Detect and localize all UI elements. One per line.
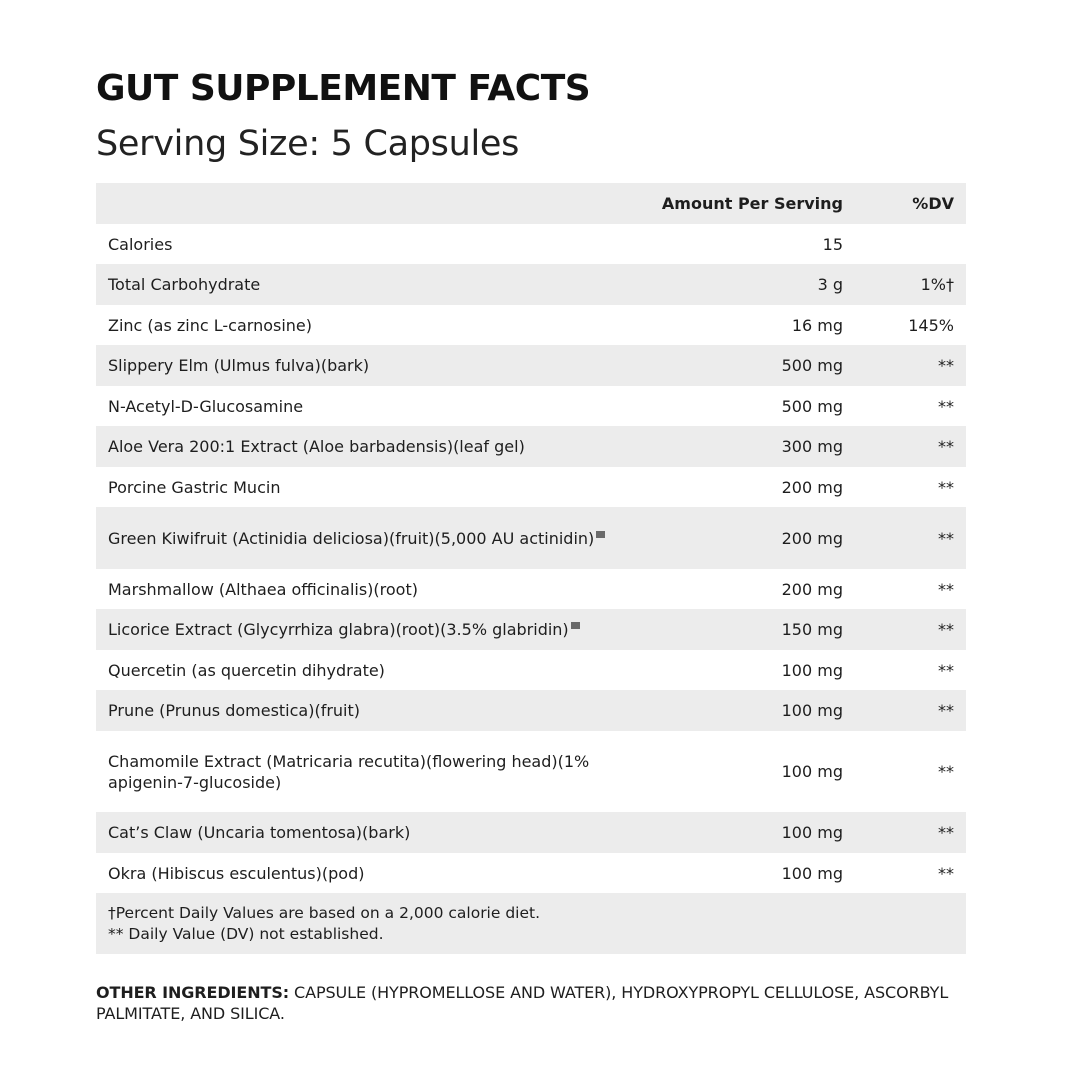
table-row [96, 264, 966, 305]
table-row [96, 731, 966, 812]
ingredient-dv: ** [938, 762, 954, 781]
table-row [96, 812, 966, 853]
table-header-row [96, 183, 966, 224]
ingredient-name: Quercetin (as quercetin dihydrate) [108, 660, 385, 680]
ingredient-dv: ** [938, 701, 954, 720]
other-ingredients-label: OTHER INGREDIENTS: [96, 983, 290, 1002]
ingredient-dv: ** [938, 396, 954, 416]
ingredient-name: Marshmallow (Althaea officinalis)(root) [108, 579, 418, 599]
header-dv: %DV [912, 194, 954, 213]
ingredient-name: Total Carbohydrate [108, 275, 261, 294]
ingredient-name-wrap [96, 619, 616, 640]
table-row [96, 690, 966, 731]
table-row [96, 426, 966, 467]
ingredient-name: Zinc (as zinc L-carnosine) [108, 315, 313, 335]
ingredient-dv: ** [938, 863, 954, 883]
serving-size: Serving Size: 5 Capsules [96, 124, 520, 164]
ingredient-name: Green Kiwifruit (Actinidia deliciosa)(fruit)(5,000 AU actinidin) [108, 528, 595, 548]
footnote-dv-basis: †Percent Daily Values are based on a 2,000 calorie diet. [108, 904, 541, 922]
header-amount: Amount Per Serving [661, 194, 843, 213]
ingredient-name: Porcine Gastric Mucin [108, 477, 281, 497]
facts-table [96, 183, 966, 954]
ingredient-amount: 15 [822, 234, 843, 254]
table-row [96, 609, 966, 650]
ingredient-amount: 100 mg [781, 863, 843, 883]
footnote-mark-icon [596, 531, 605, 538]
ingredient-amount: 300 mg [781, 437, 843, 456]
ingredient-dv: 1%† [920, 275, 954, 294]
other-ingredients [96, 982, 976, 1024]
table-row [96, 305, 966, 345]
ingredient-amount: 100 mg [781, 660, 843, 680]
ingredient-name-wrap [96, 528, 616, 549]
ingredient-dv: ** [938, 620, 954, 639]
table-row [96, 224, 966, 264]
ingredient-amount: 500 mg [781, 356, 843, 375]
ingredient-name: Prune (Prunus domestica)(fruit) [108, 701, 361, 720]
other-ingredients-text: CAPSULE (HYPROMELLOSE AND WATER), HYDROXYPROPYL CELLULOSE, ASCORBYL PALMITATE, AND SILICA. [96, 983, 949, 1023]
footnote-dv-not-established: ** Daily Value (DV) not established. [108, 925, 384, 943]
ingredient-name: Licorice Extract (Glycyrrhiza glabra)(root)(3.5% glabridin) [108, 620, 569, 639]
table-row [96, 650, 966, 690]
ingredient-amount: 200 mg [781, 477, 843, 497]
table-row [96, 345, 966, 386]
ingredient-dv: ** [938, 477, 954, 497]
footnote-mark-icon [571, 622, 580, 629]
ingredient-name: Okra (Hibiscus esculentus)(pod) [108, 863, 365, 883]
ingredient-name: Calories [108, 234, 173, 254]
ingredient-dv: ** [938, 356, 954, 375]
ingredient-amount: 200 mg [781, 579, 843, 599]
ingredient-dv: ** [938, 437, 954, 456]
table-row [96, 507, 966, 569]
table-row [96, 386, 966, 426]
ingredient-amount: 200 mg [781, 528, 843, 548]
ingredient-amount: 16 mg [791, 315, 843, 335]
ingredient-amount: 100 mg [781, 823, 843, 842]
table-row [96, 467, 966, 507]
table-row [96, 569, 966, 609]
ingredient-dv: ** [938, 528, 954, 548]
ingredient-amount: 100 mg [781, 762, 843, 781]
ingredient-name: Chamomile Extract (Matricaria recutita)(flowering head)(1% apigenin-7-glucoside) [108, 751, 590, 792]
ingredient-amount: 3 g [817, 275, 843, 294]
ingredient-amount: 150 mg [781, 620, 843, 639]
page-title: GUT SUPPLEMENT FACTS [96, 68, 591, 109]
ingredient-dv: ** [938, 660, 954, 680]
ingredient-name: N-Acetyl-D-Glucosamine [108, 396, 304, 416]
ingredient-dv: 145% [908, 315, 954, 335]
ingredient-name: Cat’s Claw (Uncaria tomentosa)(bark) [108, 823, 411, 842]
table-footnotes [96, 893, 966, 954]
table-row [96, 853, 966, 893]
ingredient-amount: 500 mg [781, 396, 843, 416]
ingredient-amount: 100 mg [781, 701, 843, 720]
ingredient-name: Slippery Elm (Ulmus fulva)(bark) [108, 356, 370, 375]
ingredient-name: Aloe Vera 200:1 Extract (Aloe barbadensis)(leaf gel) [108, 437, 525, 456]
ingredient-dv: ** [938, 579, 954, 599]
ingredient-dv: ** [938, 823, 954, 842]
